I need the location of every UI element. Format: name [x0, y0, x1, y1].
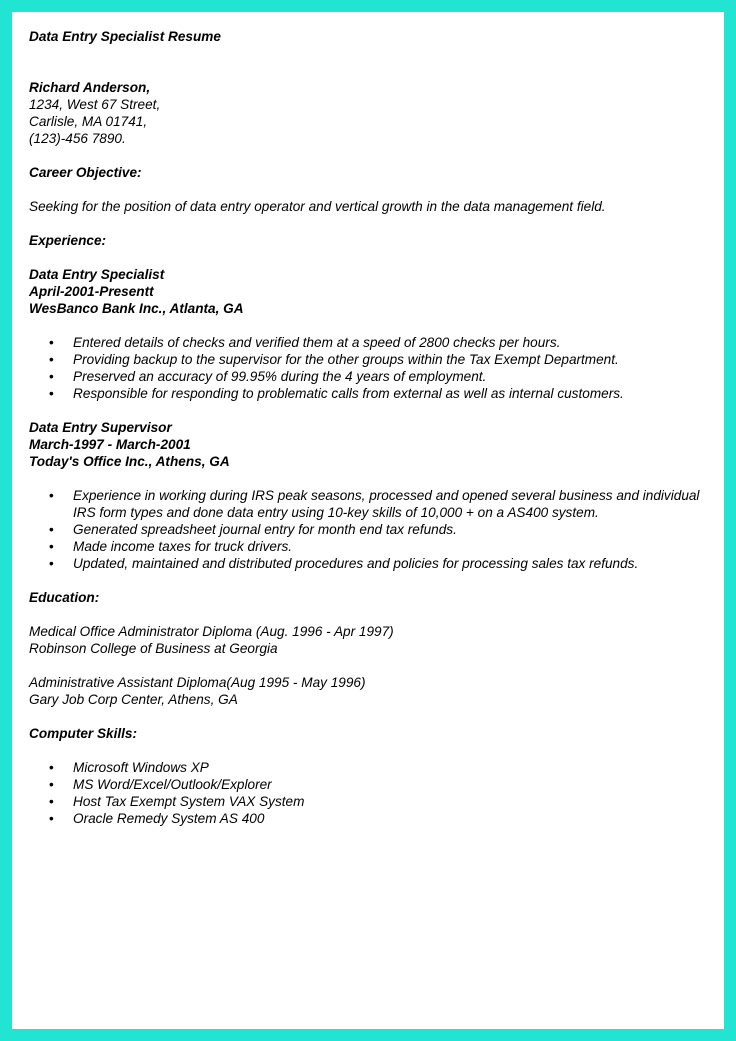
resume-content — [29, 28, 709, 827]
document-title: Data Entry Specialist Resume — [29, 29, 221, 44]
contact-address-line-2: Carlisle, MA 01741, — [29, 114, 148, 129]
objective-text: Seeking for the position of data entry operator and vertical growth in the data management field. — [29, 199, 606, 214]
contact-name: Richard Anderson, — [29, 80, 151, 95]
job-entry — [29, 419, 709, 572]
job-bullet: • Generated spreadsheet journal entry for month end tax refunds. — [29, 521, 709, 538]
education-school: Robinson College of Business at Georgia — [29, 641, 278, 656]
job-entry — [29, 266, 709, 402]
contact-phone: (123)-456 7890. — [29, 131, 126, 146]
contact-address-line-1: 1234, West 67 Street, — [29, 97, 161, 112]
job-bullet: • Updated, maintained and distributed procedures and policies for processing sales tax refunds. — [29, 555, 709, 572]
skill-item: • MS Word/Excel/Outlook/Explorer — [29, 776, 709, 793]
job-title: Data Entry Supervisor — [29, 420, 172, 435]
skill-item: • Microsoft Windows XP — [29, 759, 709, 776]
job-bullet: • Responsible for responding to problematic calls from external as well as internal customers. — [29, 385, 709, 402]
job-bullet: • Experience in working during IRS peak seasons, processed and opened several business and individual IRS form types and done data entry using 10-key skills of 10,000 + on a AS400 system. — [29, 487, 709, 521]
education-degree: Medical Office Administrator Diploma (Aug. 1996 - Apr 1997) — [29, 624, 394, 639]
skill-item: • Host Tax Exempt System VAX System — [29, 793, 709, 810]
job-company: Today's Office Inc., Athens, GA — [29, 454, 230, 469]
education-heading: Education: — [29, 590, 100, 605]
skill-item: • Oracle Remedy System AS 400 — [29, 810, 709, 827]
job-company: WesBanco Bank Inc., Atlanta, GA — [29, 301, 244, 316]
contact-block — [29, 79, 709, 147]
job-bullets — [29, 487, 709, 572]
job-dates: April-2001-Presentt — [29, 284, 154, 299]
job-bullet: • Made income taxes for truck drivers. — [29, 538, 709, 555]
skills-heading: Computer Skills: — [29, 726, 138, 741]
education-entry — [29, 674, 709, 708]
objective-heading: Career Objective: — [29, 165, 142, 180]
job-bullet: • Providing backup to the supervisor for the other groups within the Tax Exempt Department. — [29, 351, 709, 368]
skills-list — [29, 759, 709, 827]
job-bullet: • Preserved an accuracy of 99.95% during the 4 years of employment. — [29, 368, 709, 385]
job-bullet: • Entered details of checks and verified them at a speed of 2800 checks per hours. — [29, 334, 709, 351]
job-bullets — [29, 334, 709, 402]
education-entry — [29, 623, 709, 657]
job-dates: March-1997 - March-2001 — [29, 437, 191, 452]
job-title: Data Entry Specialist — [29, 267, 165, 282]
experience-heading: Experience: — [29, 233, 107, 248]
education-school: Gary Job Corp Center, Athens, GA — [29, 692, 238, 707]
resume-page — [12, 12, 724, 1029]
education-degree: Administrative Assistant Diploma(Aug 1995 - May 1996) — [29, 675, 366, 690]
